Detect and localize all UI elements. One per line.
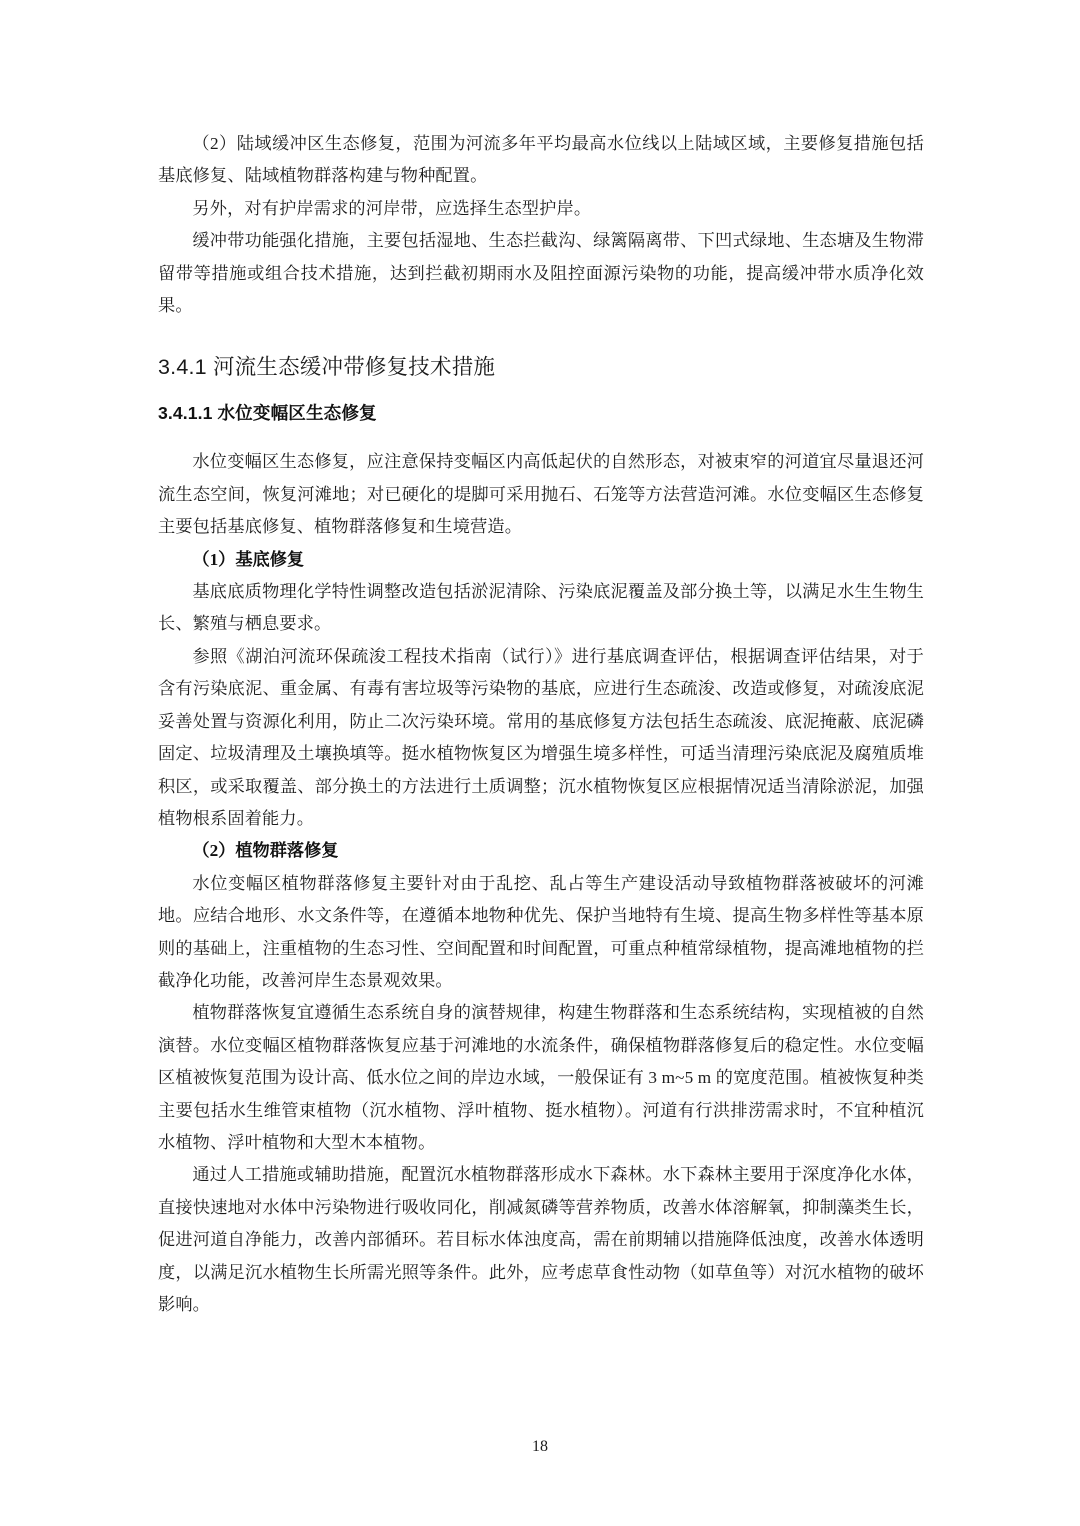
paragraph-eco-revetment: 另外，对有护岸需求的河岸带，应选择生态型护岸。 <box>192 198 592 218</box>
page-footer <box>0 1438 1080 1456</box>
page-content <box>158 128 924 1321</box>
paragraph-underwater-forest: 通过人工措施或辅助措施，配置沉水植物群落形成水下森林。水下森林主要用于深度净化水体，直接快速地对水体中污染物进行吸收同化，削减氮磷等营养物质，改善水体溶解氧，抑制藻类生长，促进河道自净能力，改善内部循环。若目标水体浊度高，需在前期辅以措施降低浊度，改善水体透明度，以满足沉水植物生长所需光照等条件。此外，应考虑草食性动物（如草鱼等）对沉水植物的破坏影响。 <box>158 1165 924 1314</box>
label-plant-community-restoration: （2）植物群落修复 <box>192 841 339 861</box>
paragraph-substrate-physchem: 基底底质物理化学特性调整改造包括淤泥清除、污染底泥覆盖及部分换土等，以满足水生生物生长、繁殖与栖息要求。 <box>158 582 924 634</box>
spacer-after-subsection <box>158 426 924 446</box>
paragraph-water-level-zone-intro: 水位变幅区生态修复，应注意保持变幅区内高低起伏的自然形态，对被束窄的河道宜尽量退还河流生态空间，恢复河滩地；对已硬化的堤脚可采用抛石、石笼等方法营造河滩。水位变幅区生态修复主要包括基底修复、植物群落修复和生境营造。 <box>158 452 924 537</box>
paragraph-buffer-function-enhancement: 缓冲带功能强化措施，主要包括湿地、生态拦截沟、绿篱隔离带、下凹式绿地、生态塘及生物滞留带等措施或组合技术措施，达到拦截初期雨水及阻控面源污染物的功能，提高缓冲带水质净化效果。 <box>158 231 924 316</box>
paragraph-substrate-survey: 参照《湖泊河流环保疏浚工程技术指南（试行）》进行基底调查评估，根据调查评估结果，对于含有污染底泥、重金属、有毒有害垃圾等污染物的基底，应进行生态疏浚、改造或修复，对疏浚底泥妥善处置与资源化利用，防止二次污染环境。常用的基底修复方法包括生态疏浚、底泥掩蔽、底泥磷固定、垃圾清理及土壤换填等。挺水植物恢复区为增强生境多样性，可适当清理污染底泥及腐殖质堆积区，或采取覆盖、部分换土的方法进行土质调整；沉水植物恢复区应根据情况适当清除淤泥，加强植物根系固着能力。 <box>158 646 924 828</box>
spacer-after-section <box>158 382 924 400</box>
paragraph-land-buffer-restoration: （2）陆域缓冲区生态修复，范围为河流多年平均最高水位线以上陆域区域，主要修复措施包括基底修复、陆域植物群落构建与物种配置。 <box>158 134 924 186</box>
heading-section-3-4-1: 3.4.1 河流生态缓冲带修复技术措施 <box>158 355 496 380</box>
spacer-before-section <box>158 322 924 352</box>
page-number: 18 <box>532 1438 548 1455</box>
label-substrate-restoration: （1）基底修复 <box>192 549 305 569</box>
paragraph-plant-community-target: 水位变幅区植物群落修复主要针对由于乱挖、乱占等生产建设活动导致植物群落被破坏的河滩地。应结合地形、水文条件等，在遵循本地物种优先、保护当地特有生境、提高生物多样性等基本原则的基础上，注重植物的生态习性、空间配置和时间配置，可重点种植常绿植物，提高滩地植物的拦截净化功能，改善河岸生态景观效果。 <box>158 873 924 990</box>
heading-subsection-3-4-1-1: 3.4.1.1 水位变幅区生态修复 <box>158 403 377 424</box>
paragraph-plant-succession: 植物群落恢复宜遵循生态系统自身的演替规律，构建生物群落和生态系统结构，实现植被的自然演替。水位变幅区植物群落恢复应基于河滩地的水流条件，确保植物群落修复后的稳定性。水位变幅区植被恢复范围为设计高、低水位之间的岸边水域，一般保证有 3 m~5 m 的宽度范围。植被恢复种类主要包括水生维管束植物（沉水植物、浮叶植物、挺水植物）。河道有行洪排涝需求时，不宜种植沉水植物、浮叶植物和大型木本植物。 <box>158 1003 924 1152</box>
